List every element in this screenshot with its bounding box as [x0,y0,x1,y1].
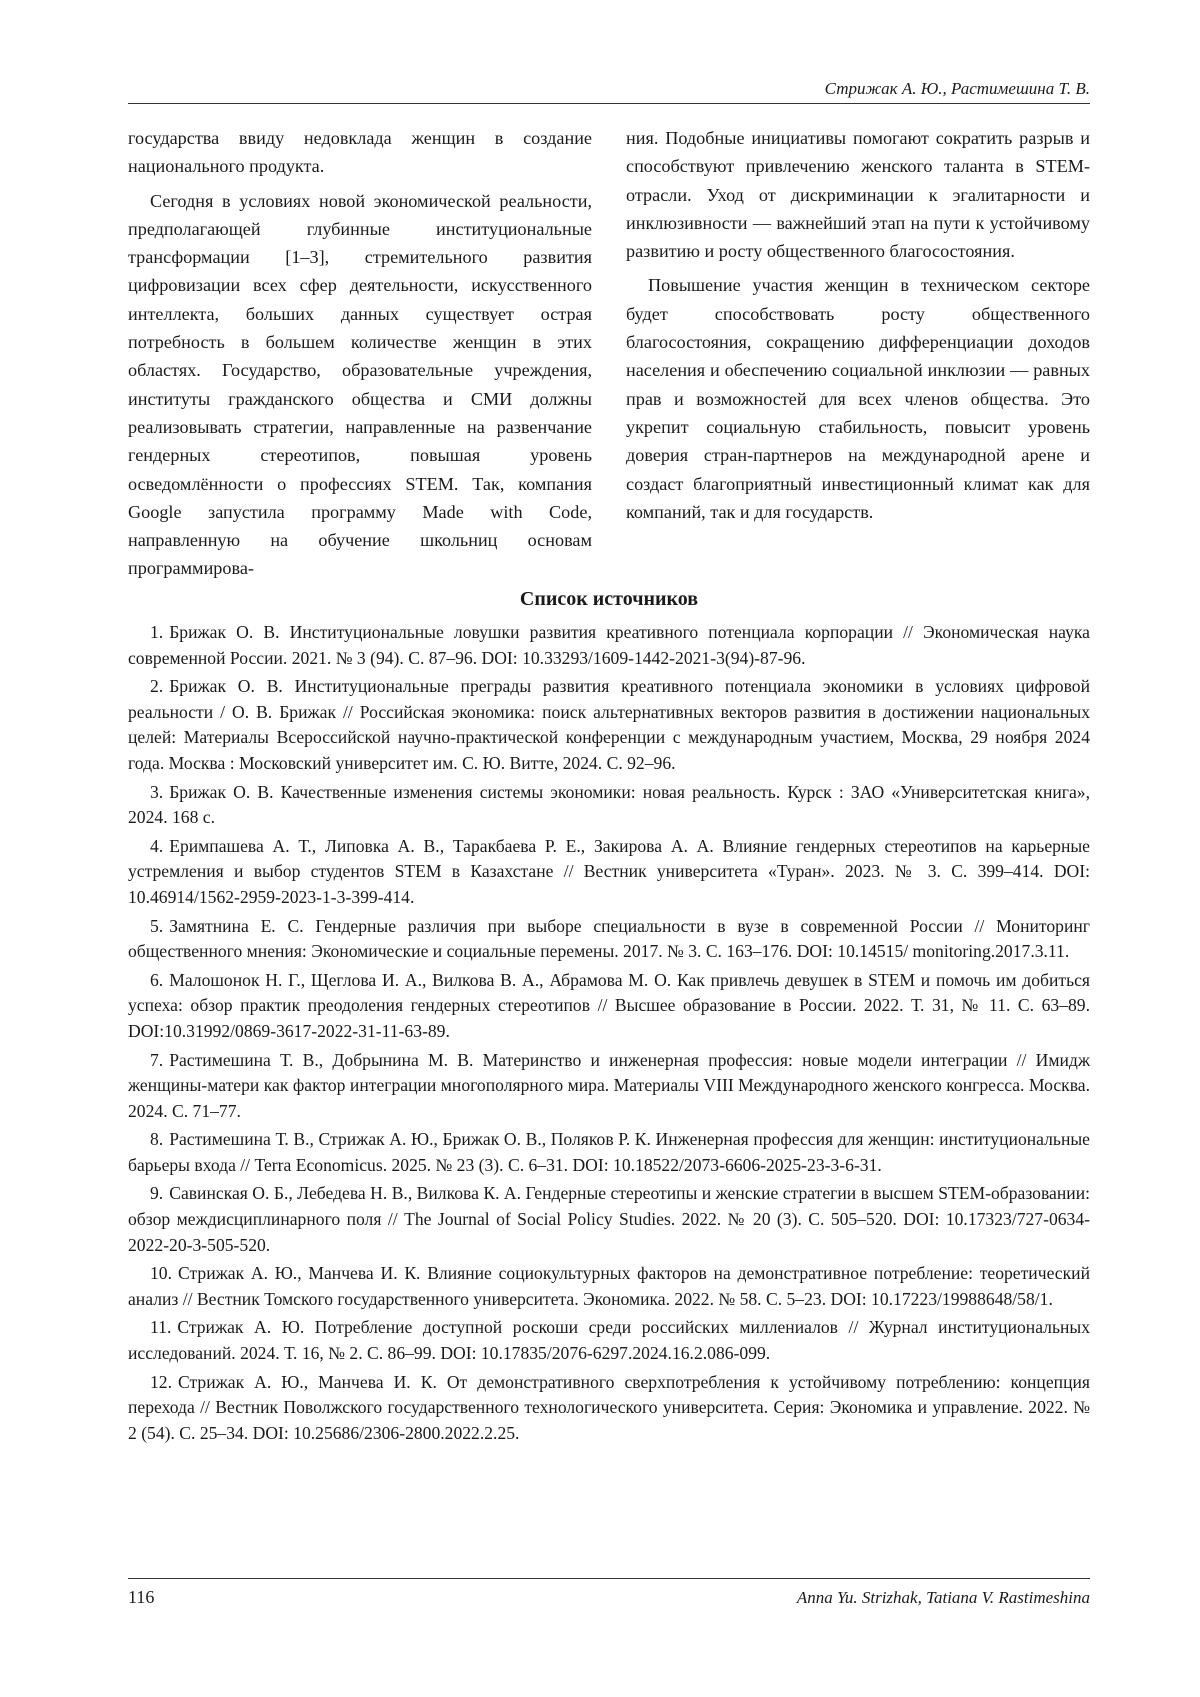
reference-item [128,1127,1090,1178]
reference-number: 12. [150,1371,172,1392]
reference-number: 8. [150,1129,164,1150]
reference-text: Брижак О. В. Институциональные ловушки развития креативного потенциала корпорации // Экономическая наука современной России. 2021. № 3 (94). С. 87–96. DOI: 10.33293/1609-1442-2021-3(94)-87-96. [128,622,1090,668]
reference-text: Брижак О. В. Институциональные преграды развития креативного потенциала экономики в условиях цифровой реальности / О. В. Брижак // Российская экономика: поиск альтернативных векторов развития в достижении национальных целей: Материалы Всероссийской научно-практической конференции с международным участием, Москва, 29 ноября 2024 года. Москва : Московский университет им. С. Ю. Витте, 2024. С. 92–96. [128,676,1090,773]
reference-item [128,620,1090,671]
references-title: Список источников [519,588,699,610]
reference-item [128,914,1090,965]
reference-item [128,1048,1090,1125]
body-paragraph: Повышение участия женщин в техническом секторе будет способствовать росту общественного благосостояния, сокращению дифференциации доходов населения и обеспечению социальной инклюзии — равных прав и возможностей для всех членов общества. Это укрепит социальную стабильность, повысит уровень доверия стран-партнеров на международной арене и создаст благоприятный инвестиционный климат как для компаний, так и для государств. [626,275,1090,522]
reference-item [128,1315,1090,1366]
reference-number: 10. [150,1263,172,1284]
references-list [128,620,1090,1449]
reference-number: 4. [150,835,164,856]
left-column [128,124,592,583]
header-rule [128,103,1090,104]
body-paragraph: государства ввиду недовклада женщин в создание национального продукта. [128,128,592,177]
reference-number: 9. [150,1183,164,1204]
reference-number: 3. [150,781,164,802]
reference-number: 2. [150,676,164,697]
body-paragraph: Сегодня в условиях новой экономической реальности, предполагающей глубинные институциональные трансформации [1–3], стремительного развития цифровизации всех сфер деятельности, искусственного интеллекта, больших данных существует острая потребность в большем количестве женщин в этих областях. Государство, образовательные учреждения, институты гражданского общества и СМИ должны реализовывать стратегии, направленные на развенчание гендерных стереотипов, повышая уровень осведомлённости о профессиях STEM. Так, компания Google запустила программу Made with Code, направленную на обучение школьниц основам программирова- [128,190,592,579]
footer-authors: Anna Yu. Strizhak, Tatiana V. Rastimeshina [796,1588,1090,1607]
body-paragraph: ния. Подобные инициативы помогают сократить разрыв и способствуют привлечению женского таланта в STEM-отрасли. Уход от дискриминации к эгалитарности и инклюзивности — важнейший этап на пути к устойчивому развитию и росту общественного благосостояния. [626,128,1090,262]
body-columns [128,124,1090,583]
reference-text: Савинская О. Б., Лебедева Н. В., Вилкова К. А. Гендерные стереотипы и женские стратегии в высшем STEM-образовании: обзор междисциплинарного поля // The Journal of Social Policy Studies. 2022. № 20 (3). С. 505–520. DOI: 10.17323/727-0634-2022-20-3-505-520. [128,1183,1090,1255]
reference-item [128,1370,1090,1447]
reference-number: 7. [150,1049,164,1070]
reference-text: Стрижак А. Ю., Манчева И. К. От демонстративного сверхпотребления к устойчивому потреблению: концепция перехода // Вестник Поволжского государственного технологического университета. Серия: Экономика и управление. 2022. № 2 (54). С. 25–34. DOI: 10.25686/2306-2800.2022.2.25. [128,1371,1090,1443]
footer-rule [128,1578,1090,1579]
reference-item [128,780,1090,831]
reference-text: Растимешина Т. В., Стрижак А. Ю., Брижак О. В., Поляков Р. К. Инженерная профессия для женщин: институциональные барьеры входа // Terra Economicus. 2025. № 23 (3). С. 6–31. DOI: 10.18522/2073-6606-2025-23-3-6-31. [128,1129,1090,1175]
reference-text: Растимешина Т. В., Добрынина М. В. Материнство и инженерная профессия: новые модели интеграции // Имидж женщины-матери как фактор интеграции многополярного мира. Материалы VIII Международного женского конгресса. Москва. 2024. С. 71–77. [128,1049,1090,1121]
reference-number: 5. [150,915,164,936]
reference-item [128,674,1090,776]
reference-number: 1. [150,622,164,642]
reference-item [128,1181,1090,1258]
reference-text: Еримпашева А. Т., Липовка А. В., Таракбаева Р. Е., Закирова А. А. Влияние гендерных стереотипов на карьерные устремления и выбор студентов STEM в Казахстане // Вестник университета «Туран». 2023. № 3. С. 399–414. DOI: 10.46914/1562-2959-2023-1-3-399-414. [128,835,1090,907]
reference-text: Брижак О. В. Качественные изменения системы экономики: новая реальность. Курск : ЗАО «Университетская книга», 2024. 168 с. [128,781,1090,828]
right-column [626,124,1090,583]
reference-number: 6. [150,969,164,990]
reference-item [128,834,1090,911]
reference-item [128,1261,1090,1312]
running-head: Стрижак А. Ю., Растимешина Т. В. [824,79,1090,98]
reference-text: Малошонок Н. Г., Щеглова И. А., Вилкова В. А., Абрамова М. О. Как привлечь девушек в STEM и помочь им добиться успеха: обзор практик преодоления гендерных стереотипов // Высшее образование в России. 2022. Т. 31, № 11. С. 63–89. DOI:10.31992/0869-3617-2022-31-11-63-89. [128,969,1090,1041]
page-number: 116 [128,1587,155,1607]
reference-item [128,968,1090,1045]
reference-number: 11. [150,1317,172,1338]
reference-text: Стрижак А. Ю. Потребление доступной роскоши среди российских миллениалов // Журнал институциональных исследований. 2024. Т. 16, № 2. С. 86–99. DOI: 10.17835/2076-6297.2024.16.2.086-099. [128,1317,1090,1364]
reference-text: Замятнина Е. С. Гендерные различия при выборе специальности в вузе в современной России // Мониторинг общественного мнения: Экономические и социальные перемены. 2017. № 3. С. 163–176. DOI: 10.14515/ monitoring.2017.3.11. [128,915,1090,962]
reference-text: Стрижак А. Ю., Манчева И. К. Влияние социокультурных факторов на демонстративное потребление: теоретический анализ // Вестник Томского государственного университета. Экономика. 2022. № 58. С. 5–23. DOI: 10.17223/19988648/58/1. [128,1263,1090,1309]
